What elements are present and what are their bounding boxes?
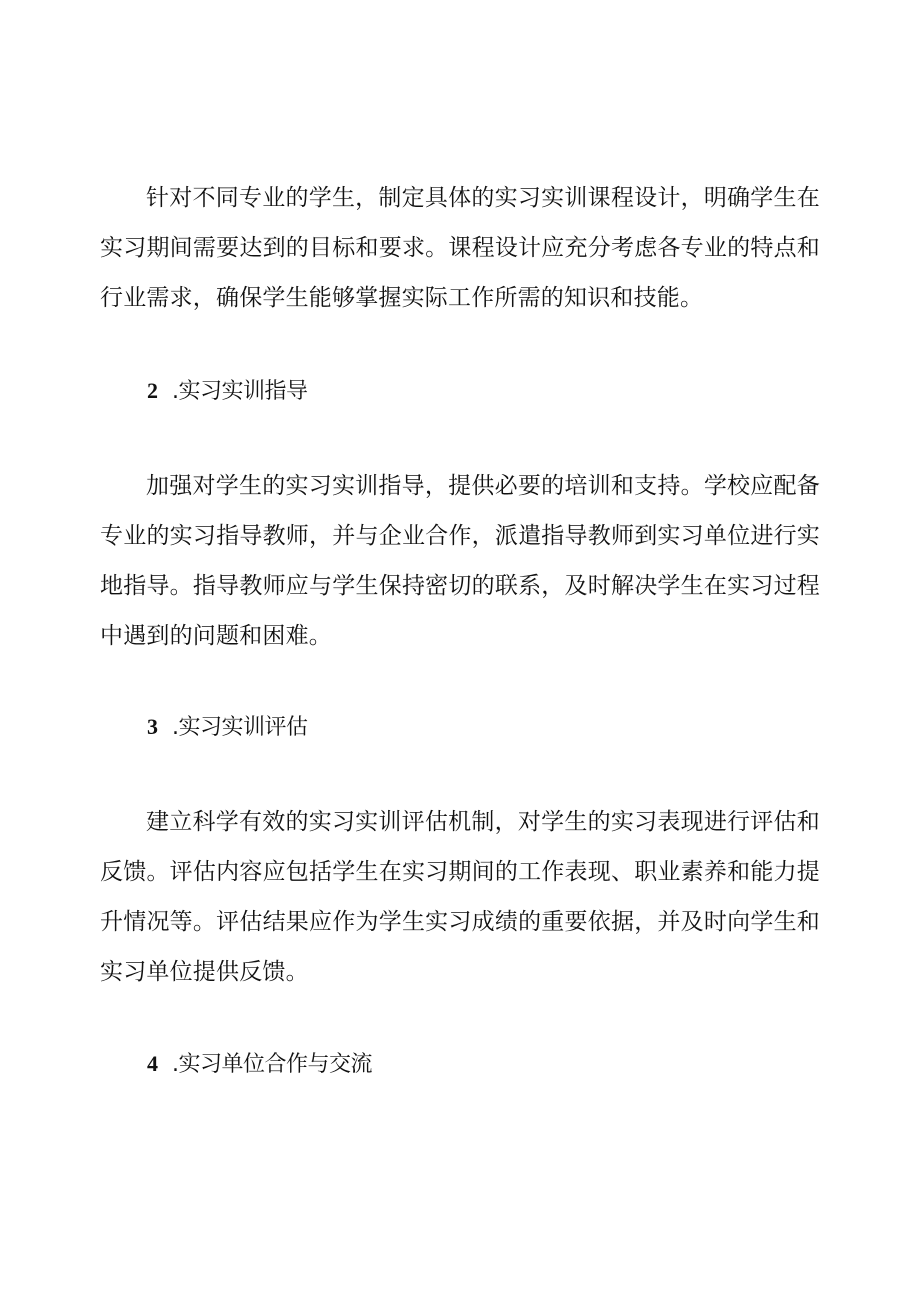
- section-title: .实习实训评估: [172, 715, 308, 740]
- paragraph-internship-evaluation: 建立科学有效的实习实训评估机制，对学生的实习表现进行评估和反馈。评估内容应包括学生在实习期间的工作表现、职业素养和能力提升情况等。评估结果应作为学生实习成绩的重要依据，并及时向学生和实习单位提供反馈。: [100, 809, 820, 985]
- section-heading-internship-guidance: [147, 376, 308, 407]
- section-title: .实习实训指导: [172, 379, 308, 404]
- section-number: 2: [147, 378, 158, 403]
- section-number: 3: [147, 714, 158, 739]
- paragraph-internship-guidance: 加强对学生的实习实训指导，提供必要的培训和支持。学校应配备专业的实习指导教师，并与企业合作，派遣指导教师到实习单位进行实地指导。指导教师应与学生保持密切的联系，及时解决学生在实习过程中遇到的问题和困难。: [100, 473, 820, 649]
- section-heading-unit-cooperation: [147, 1049, 372, 1080]
- section-number: 4: [147, 1051, 158, 1076]
- paragraph-course-design: 针对不同专业的学生，制定具体的实习实训课程设计，明确学生在实习期间需要达到的目标和要求。课程设计应充分考虑各专业的特点和行业需求，确保学生能够掌握实际工作所需的知识和技能。: [100, 185, 820, 311]
- section-title: .实习单位合作与交流: [172, 1052, 372, 1077]
- section-heading-internship-evaluation: [147, 712, 308, 743]
